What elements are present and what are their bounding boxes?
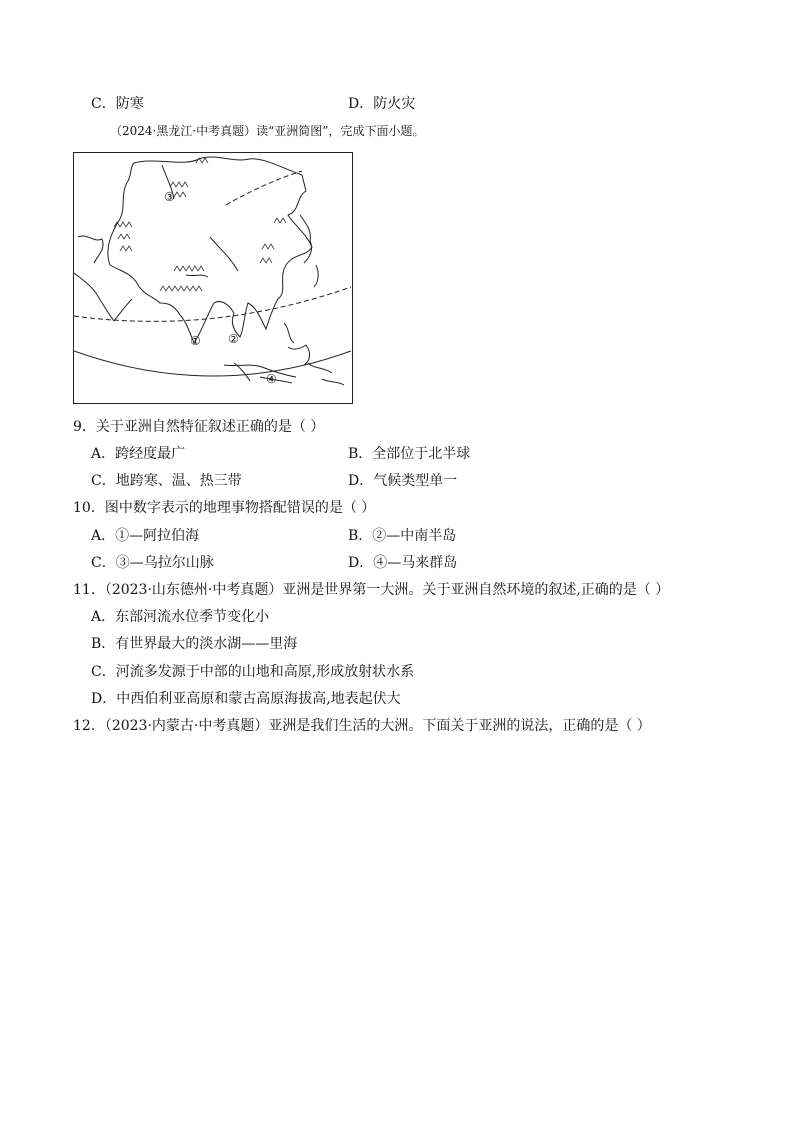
q9-option-c: C．地跨寒、温、热三带 bbox=[91, 473, 242, 489]
q10-option-d: D．④—马来群岛 bbox=[348, 555, 458, 571]
q12-stem: 12．（2023·内蒙古·中考真题）亚洲是我们生活的大洲。下面关于亚洲的说法，正确的是（ ） bbox=[73, 718, 651, 734]
q11-stem: 11．（2023·山东德州·中考真题）亚洲是世界第一大洲。关于亚洲自然环境的叙述,正确的是（ ） bbox=[73, 582, 670, 598]
q10-stem: 10．图中数字表示的地理事物搭配错误的是（ ） bbox=[73, 500, 376, 516]
q10-option-b: B．②—中南半岛 bbox=[348, 528, 457, 544]
q11-option-d: D．中西伯利亚高原和蒙古高原海拔高,地表起伏大 bbox=[91, 691, 401, 707]
map-label-3: ③ bbox=[164, 190, 175, 204]
asia-map-drawing bbox=[74, 153, 351, 402]
q9-option-d: D．气候类型单一 bbox=[348, 473, 458, 489]
q9-option-b: B．全部位于北半球 bbox=[348, 446, 471, 462]
q10-option-c: C．③—乌拉尔山脉 bbox=[91, 555, 214, 571]
q11-option-c: C．河流多发源于中部的山地和高原,形成放射状水系 bbox=[91, 664, 415, 680]
map-label-2: ② bbox=[228, 332, 239, 346]
q11-option-b: B．有世界最大的淡水湖——里海 bbox=[91, 636, 298, 652]
q9-stem: 9．关于亚洲自然特征叙述正确的是（ ） bbox=[73, 419, 325, 435]
map-label-1: ① bbox=[190, 334, 201, 348]
map-label-4: ④ bbox=[266, 372, 277, 386]
q9-option-a: A．跨经度最广 bbox=[91, 446, 186, 462]
q11-option-a: A．东部河流水位季节变化小 bbox=[91, 609, 270, 625]
section-intro: （2024·黑龙江·中考真题）读“亚洲简图”，完成下面小题。 bbox=[110, 124, 425, 138]
q8-option-d: D．防火灾 bbox=[348, 96, 416, 112]
q8-option-c: C．防寒 bbox=[91, 96, 144, 112]
q10-option-a: A．①—阿拉伯海 bbox=[91, 528, 200, 544]
asia-map bbox=[73, 152, 353, 404]
